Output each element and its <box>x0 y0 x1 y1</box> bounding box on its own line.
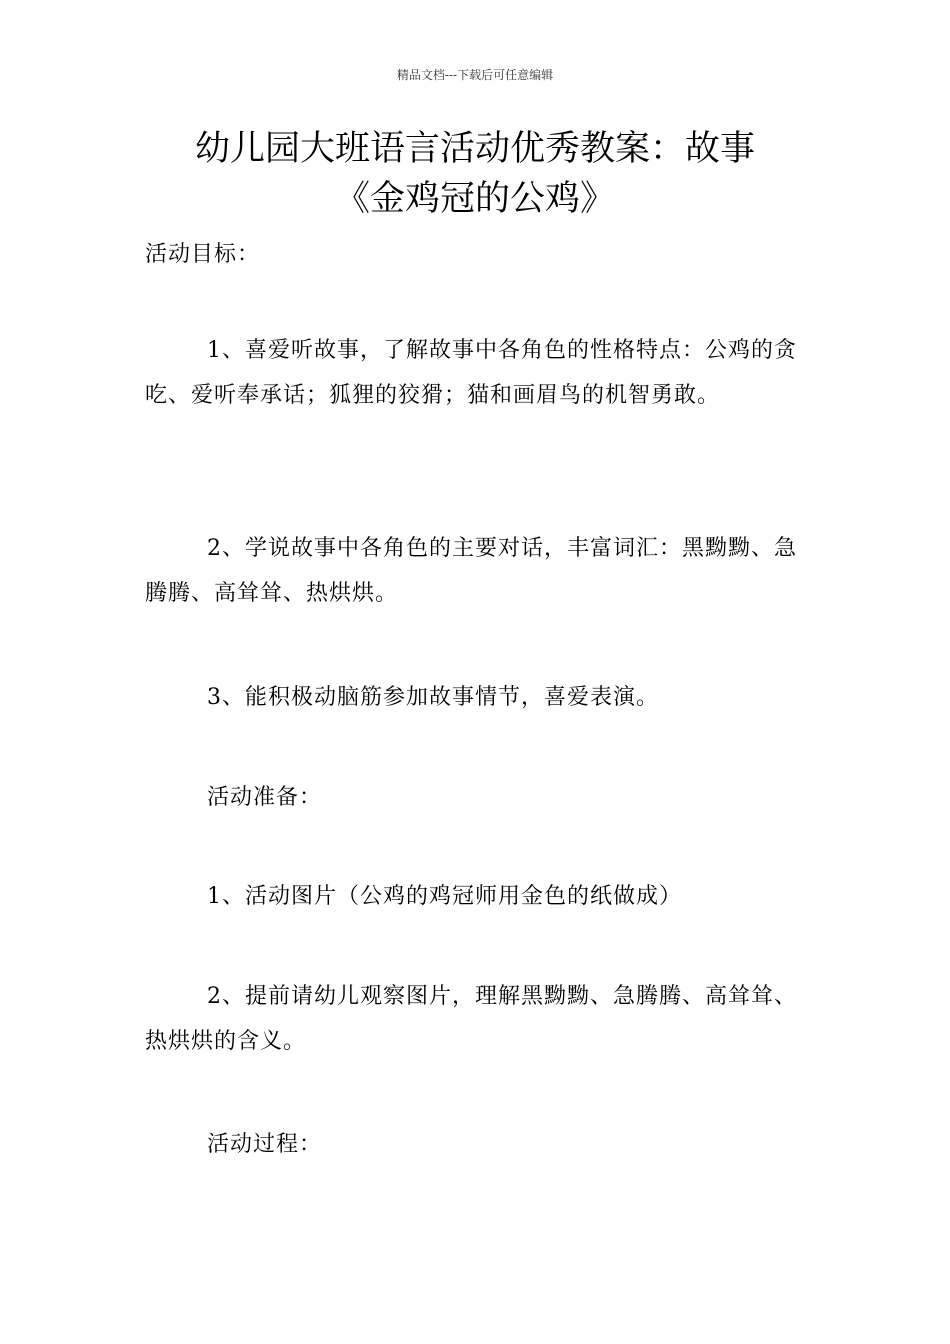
paragraph-goal-2: 2、学说故事中各角色的主要对话，丰富词汇：黑黝黝、急腾腾、高耸耸、热烘烘。 <box>145 536 797 606</box>
section-heading-goals: 活动目标： <box>145 242 261 267</box>
document-title-line-2: 《金鸡冠的公鸡》 <box>334 179 615 219</box>
paragraph-prep-2: 2、提前请幼儿观察图片，理解黑黝黝、急腾腾、高耸耸、热烘烘的含义。 <box>145 984 797 1054</box>
section-heading-preparation: 活动准备： <box>207 785 323 810</box>
document-title-line-1: 幼儿园大班语言活动优秀教案：故事 <box>194 129 755 169</box>
header-note: 精品文档---下载后可任意编辑 <box>396 68 554 82</box>
document-title <box>100 124 850 224</box>
paragraph-goal-1: 1、喜爱听故事，了解故事中各角色的性格特点：公鸡的贪吃、爱听奉承话；狐狸的狡猾；猫和画眉鸟的机智勇敢。 <box>145 338 797 408</box>
paragraph-prep-1: 1、活动图片（公鸡的鸡冠师用金色的纸做成） <box>207 884 682 909</box>
paragraph-goal-3: 3、能积极动脑筋参加故事情节，喜爱表演。 <box>207 685 659 710</box>
section-heading-process: 活动过程： <box>207 1132 323 1157</box>
